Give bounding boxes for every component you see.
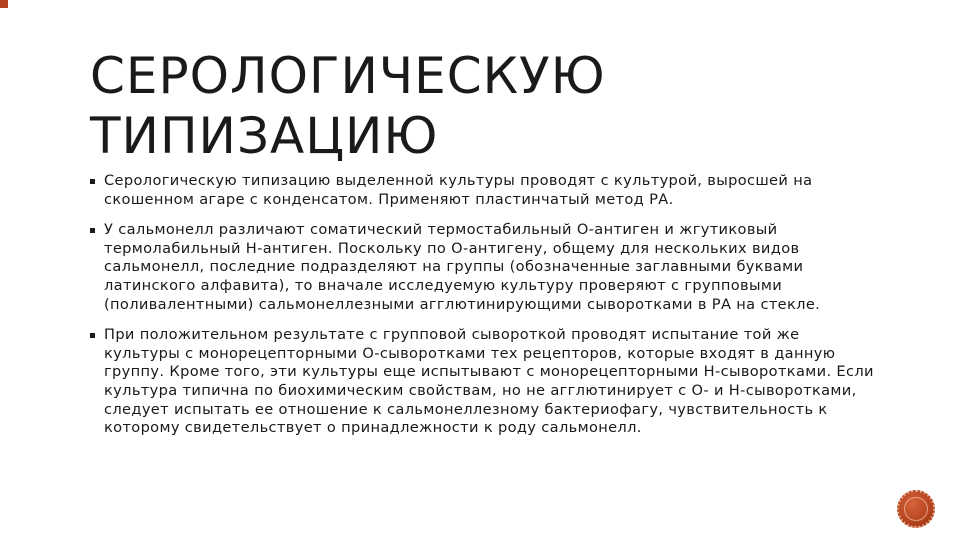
accent-corner: [0, 0, 8, 8]
slide-title-line-2: ТИПИЗАЦИЮ: [90, 107, 439, 165]
slide-title: [90, 46, 870, 166]
bullet-text: Серологическую типизацию выделенной культуры проводят с культурой, выросшей на скошенном агаре с конденсатом. Применяют пластинчатый метод РА.: [104, 172, 813, 208]
page-number-badge-icon: [897, 490, 935, 528]
square-bullet-icon: [90, 333, 95, 338]
bullet-item: [90, 326, 880, 438]
bullet-list: [90, 172, 880, 450]
bullet-text: У сальмонелл различают соматический термостабильный О-антиген и жгутиковый термолабильный Н-антиген. Поскольку по О-антигену, общему для нескольких видов сальмонелл, последние подразделяют на группы (обозначенные заглавными буквами латинского алфавита), то вначале исследуемую культуру проверяют с групповыми (поливалентными) сальмонеллезными агглютинирующими сыворотками в РА на стекле.: [104, 221, 821, 313]
bullet-item: [90, 221, 880, 314]
square-bullet-icon: [90, 228, 95, 233]
square-bullet-icon: [90, 179, 95, 184]
slide-title-line-1: СЕРОЛОГИЧЕСКУЮ: [90, 47, 606, 105]
badge-ring: [904, 497, 928, 521]
bullet-item: [90, 172, 880, 209]
bullet-text: При положительном результате с групповой сывороткой проводят испытание той же культуры с монорецепторными О-сыворотками тех рецепторов, которые входят в данную группу. Кроме того, эти культуры еще испытывают с монорецепторными Н-сыворотками. Если культура типична по биохимическим свойствам, но не агглютинирует с О- и Н-сыворотками, следует испытать ее отношение к сальмонеллезному бактериофагу, чувствительность к которому свидетельствует о принадлежности к роду сальмонелл.: [104, 326, 874, 437]
